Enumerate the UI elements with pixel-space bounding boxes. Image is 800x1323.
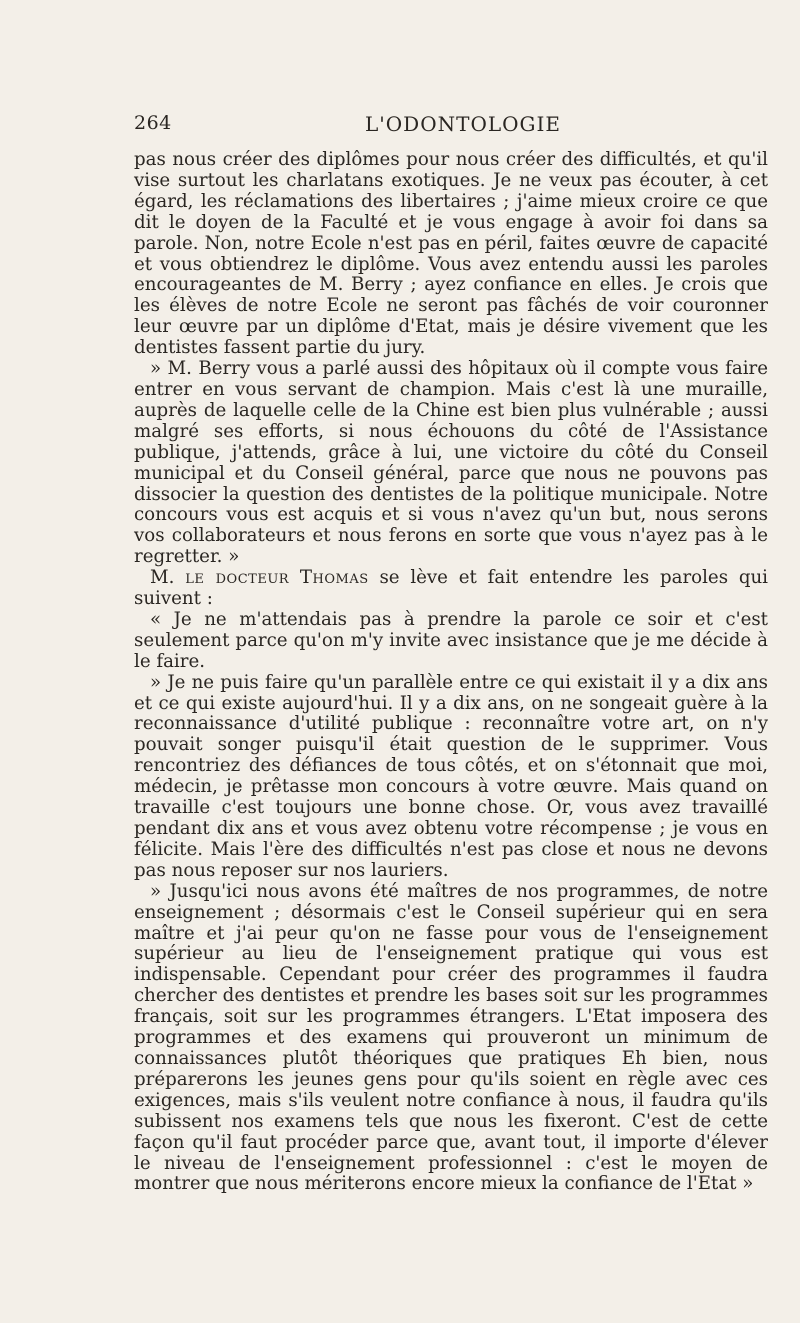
body-text xyxy=(134,150,768,1195)
page-number: 264 xyxy=(134,112,172,134)
speaker-title: le docteur xyxy=(185,567,290,589)
paragraph: » M. Berry vous a parlé aussi des hôpitaux où il compte vous faire entrer en vous servant de champion. Mais c'est là une muraille, auprès de laquelle celle de la Chine est bien plus vulnérable ; aussi malgré ses efforts, si nous échouons du côté de l'Assistance publique, j'attends, grâce à lui, une victoire du côté du Conseil municipal et du Conseil général, parce que nous ne pouvons pas dissocier la question des dentistes de la politique municipale. Notre concours vous est acquis et si vous n'avez qu'un but, nous serons vos collaborateurs et nous ferons en sorte que vous n'ayez pas à le regretter. » xyxy=(134,358,768,568)
speaker-prefix: M. xyxy=(150,567,175,589)
speaker-intro xyxy=(134,568,768,610)
speech-paragraph: » Jusqu'ici nous avons été maîtres de nos programmes, de notre enseignement ; désormais c'est le Conseil supérieur qui en sera maître et j'ai peur qu'on ne fasse pour vous de l'enseignement supérieur au lieu de l'enseignement pratique qui vous est indispensable. Cependant pour créer des programmes il faudra chercher des dentistes et prendre les bases soit sur les programmes français, soit sur les programmes étrangers. L'Etat imposera des programmes et des examens qui prouveront un minimum de connaissances plutôt théoriques que pratiques Eh bien, nous préparerons les jeunes gens pour qu'ils soient en règle avec ces exigences, mais s'ils veulent notre confiance à nous, il faudra qu'ils subissent nos examens tels que nous les fixeront. C'est de cette façon qu'il faut procéder parce que, avant tout, il importe d'élever le niveau de l'enseignement professionnel : c'est le moyen de montrer que nous mériterons encore mieux la confiance de l'Etat » xyxy=(134,880,768,1195)
page-header xyxy=(134,112,768,142)
speaker-name: Thomas xyxy=(299,567,369,589)
paragraph: pas nous créer des diplômes pour nous créer des difficultés, et qu'il vise surtout les charlatans exotiques. Je ne veux pas écouter, à cet égard, les réclamations des libertaires ; j'aime mieux croire ce que dit le doyen de la Faculté et je vous engage à avoir foi dans sa parole. Non, notre Ecole n'est pas en péril, faites œuvre de capacité et vous obtiendrez le diplôme. Vous avez entendu aussi les paroles encourageantes de M. Berry ; ayez confiance en elles. Je crois que les élèves de notre Ecole ne seront pas fâchés de voir couronner leur œuvre par un diplôme d'Etat, mais je désire vivement que les dentistes fassent partie du jury. xyxy=(134,149,768,359)
speech-paragraph: » Je ne puis faire qu'un parallèle entre ce qui existait il y a dix ans et ce qui existe aujourd'hui. Il y a dix ans, on ne songeait guère à la reconnaissance d'utilité publique : reconnaître votre art, on n'y pouvait songer puisqu'il était question de le supprimer. Vous rencontriez des défiances de tous côtés, et on s'étonnait que moi, médecin, je prêtasse mon concours à votre œuvre. Mais quand on travaille c'est toujours une bonne chose. Or, vous avez travaillé pendant dix ans et vous avez obtenu votre récompense ; je vous en félicite. Mais l'ère des difficultés n'est pas close et nous ne devons pas nous reposer sur nos lauriers. xyxy=(134,671,768,881)
running-title: L'ODONTOLOGIE xyxy=(365,112,561,136)
speech-paragraph: « Je ne m'attendais pas à prendre la parole ce soir et c'est seulement parce qu'on m'y invite avec insistance que je me décide à le faire. xyxy=(134,608,768,672)
speaker-intro-text: se lève et fait entendre les paroles qui suivent : xyxy=(134,567,768,610)
